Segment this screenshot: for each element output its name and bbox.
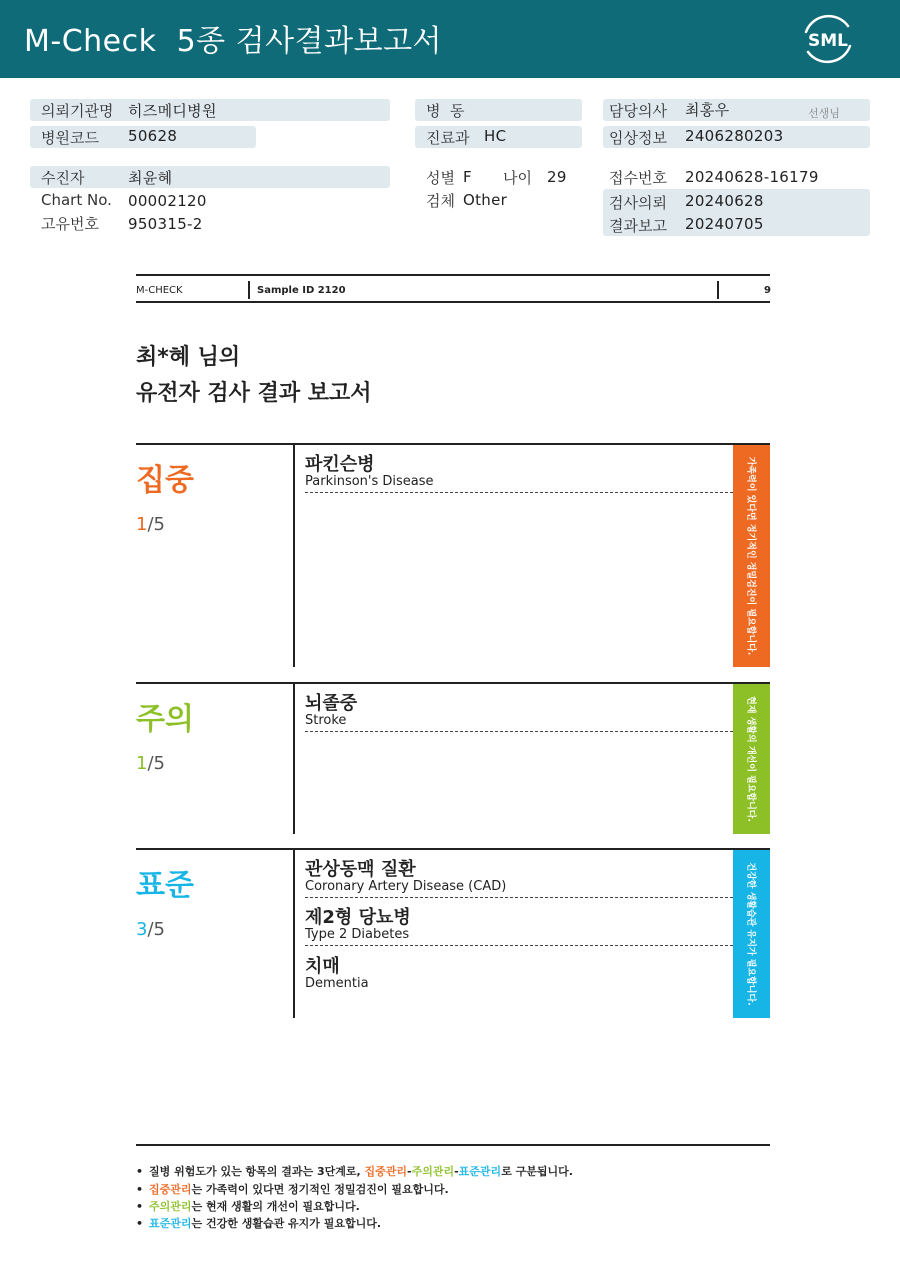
disease-title-en: Coronary Artery Disease (CAD) bbox=[305, 879, 507, 894]
receipt-value: 20240628-16179 bbox=[685, 168, 819, 186]
footnote-sep: - bbox=[407, 1165, 412, 1178]
disease-title-en: Dementia bbox=[305, 976, 369, 991]
doctor-value: 최홍우 bbox=[685, 101, 730, 119]
footnote-text: 질병 위험도가 있는 항목의 결과는 3단계로, bbox=[149, 1165, 365, 1178]
caution-count bbox=[136, 753, 165, 774]
sample-id: Sample ID 2120 bbox=[257, 285, 346, 296]
patient-label: 수진자 bbox=[41, 169, 85, 187]
report-brand: M-CHECK bbox=[136, 285, 183, 296]
footnote-bullet: • bbox=[136, 1165, 144, 1178]
report-date-value: 20240705 bbox=[685, 215, 764, 233]
uid-value: 950315-2 bbox=[128, 215, 203, 233]
focus-section-rule bbox=[136, 443, 770, 445]
caution-category-title: 주의 bbox=[136, 702, 194, 737]
report-title-line1: 최*혜 님의 bbox=[136, 345, 241, 370]
sex-label: 성별 bbox=[426, 169, 455, 187]
focus-count-total: /5 bbox=[147, 514, 165, 535]
focus-category-title: 집중 bbox=[136, 463, 194, 498]
disease-title-ko: 치매 bbox=[305, 956, 340, 977]
footnote-focus-key: 집중관리 bbox=[149, 1183, 192, 1196]
report-top-rule bbox=[136, 274, 770, 276]
disease-divider bbox=[305, 945, 733, 946]
report-date-label: 결과보고 bbox=[609, 217, 667, 235]
caution-divider bbox=[293, 684, 295, 834]
institution-label: 의뢰기관명 bbox=[41, 102, 114, 120]
logo-text: SML bbox=[808, 31, 848, 51]
standard-count-number: 3 bbox=[136, 919, 148, 940]
specimen-value: Other bbox=[463, 191, 508, 209]
footnote-text: 는 가족력이 있다면 정기적인 정밀검진이 필요합니다. bbox=[191, 1183, 449, 1196]
institution-value: 히즈메디병원 bbox=[128, 102, 217, 120]
standard-count-total: /5 bbox=[147, 919, 165, 940]
age-label: 나이 bbox=[503, 169, 532, 187]
footnote-standard-key: 표준관리 bbox=[149, 1217, 192, 1230]
receipt-label: 접수번호 bbox=[609, 169, 667, 187]
standard-divider bbox=[293, 850, 295, 1018]
footnote-1 bbox=[136, 1163, 573, 1179]
disease-title-en: Type 2 Diabetes bbox=[305, 927, 410, 942]
footnote-sep: - bbox=[454, 1165, 459, 1178]
disease-title-en: Parkinson's Disease bbox=[305, 474, 434, 489]
disease-title-ko: 파킨슨병 bbox=[305, 454, 375, 475]
standard-side-banner bbox=[733, 850, 770, 1018]
footnote-focus-key: 집중관리 bbox=[364, 1165, 407, 1178]
disease-divider bbox=[305, 731, 733, 732]
footnote-caution-key: 주의관리 bbox=[149, 1200, 192, 1213]
footnote-text: 로 구분됩니다. bbox=[501, 1165, 573, 1178]
report-header-rule bbox=[136, 301, 770, 303]
uid-label: 고유번호 bbox=[41, 215, 99, 233]
age-value: 29 bbox=[547, 168, 567, 186]
header-divider-left bbox=[248, 281, 250, 299]
disease-divider bbox=[305, 897, 733, 898]
footer-rule bbox=[136, 1144, 770, 1146]
disease-title-ko: 관상동맥 질환 bbox=[305, 859, 416, 880]
request-label: 검사의뢰 bbox=[609, 194, 667, 212]
footnote-bullet: • bbox=[136, 1183, 144, 1196]
caution-section-rule bbox=[136, 682, 770, 684]
chart-label: Chart No. bbox=[41, 191, 112, 209]
sex-value: F bbox=[463, 168, 472, 186]
sml-logo bbox=[800, 12, 856, 66]
focus-side-text: 가족력이 있다면 정기적인 정밀검진이 필요합니다. bbox=[745, 456, 755, 656]
department-label: 진료과 bbox=[426, 129, 470, 147]
department-value: HC bbox=[484, 127, 507, 145]
focus-count-number: 1 bbox=[136, 514, 148, 535]
standard-category-title: 표준 bbox=[136, 868, 194, 903]
footnote-text: 는 건강한 생활습관 유지가 필요합니다. bbox=[191, 1217, 382, 1230]
disease-title-en: Stroke bbox=[305, 713, 347, 728]
caution-count-number: 1 bbox=[136, 753, 148, 774]
page-number: 9 bbox=[764, 285, 771, 296]
caution-count-total: /5 bbox=[147, 753, 165, 774]
footnote-2 bbox=[136, 1181, 449, 1197]
disease-title-ko: 제2형 당뇨병 bbox=[305, 907, 411, 928]
ward-label: 병 동 bbox=[426, 102, 465, 120]
footnote-caution-key: 주의관리 bbox=[411, 1165, 455, 1178]
clinical-label: 임상정보 bbox=[609, 129, 667, 147]
disease-title-ko: 뇌졸중 bbox=[305, 693, 358, 714]
clinical-value: 2406280203 bbox=[685, 127, 784, 145]
doctor-suffix: 선생님 bbox=[808, 107, 840, 120]
footnote-bullet: • bbox=[136, 1217, 144, 1230]
doctor-label: 담당의사 bbox=[609, 102, 667, 120]
chart-value: 00002120 bbox=[128, 192, 207, 210]
specimen-label: 검체 bbox=[426, 192, 455, 210]
report-header-bar bbox=[0, 0, 900, 78]
hospital-code-label: 병원코드 bbox=[41, 129, 99, 147]
focus-side-banner bbox=[733, 445, 770, 667]
standard-side-text: 건강한 생활습관 유지가 필요합니다. bbox=[745, 862, 755, 1006]
focus-divider bbox=[293, 445, 295, 667]
hospital-code-value: 50628 bbox=[128, 127, 178, 145]
standard-section-rule bbox=[136, 848, 770, 850]
disease-divider bbox=[305, 492, 733, 493]
footnote-text: 는 현재 생활의 개선이 필요합니다. bbox=[191, 1200, 360, 1213]
focus-count bbox=[136, 514, 165, 535]
request-value: 20240628 bbox=[685, 192, 764, 210]
footnote-4 bbox=[136, 1215, 381, 1231]
footnote-3 bbox=[136, 1198, 360, 1214]
caution-side-banner bbox=[733, 684, 770, 834]
footnote-bullet: • bbox=[136, 1200, 144, 1213]
header-divider-right bbox=[717, 281, 719, 299]
footnote-standard-key: 표준관리 bbox=[458, 1165, 502, 1178]
report-title: M-Check 5종 검사결과보고서 bbox=[24, 24, 443, 59]
report-title-line2: 유전자 검사 결과 보고서 bbox=[136, 381, 372, 406]
standard-count bbox=[136, 919, 165, 940]
patient-value: 최윤혜 bbox=[128, 169, 173, 187]
caution-side-text: 현재 생활의 개선이 필요합니다. bbox=[745, 696, 755, 822]
